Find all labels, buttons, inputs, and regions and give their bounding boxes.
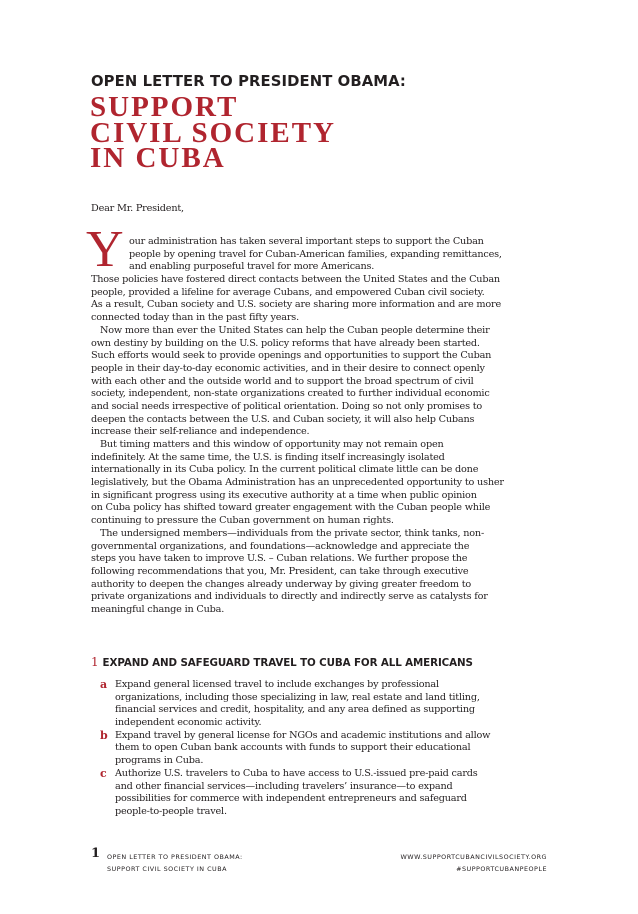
- drop-cap: Y: [86, 221, 124, 278]
- body-line: deepen the contacts between the U.S. and Cuban society, it will also help Cubans: [91, 413, 475, 425]
- body-line: governmental organizations, and foundations—acknowledge and appreciate the: [91, 540, 470, 552]
- item-letter: c: [100, 766, 107, 780]
- item-letter: a: [100, 678, 107, 691]
- item-line: them to open Cuban bank accounts with funds to support their educational: [115, 742, 471, 754]
- body-line: and enabling purposeful travel for more Americans.: [129, 261, 375, 273]
- item-line: independent economic activity.: [115, 717, 262, 729]
- page-number: 1: [91, 846, 101, 861]
- body-line: on Cuba policy has shifted toward greater engagement with the Cuban people while: [91, 502, 491, 514]
- item-line: and other financial services—including travelers’ insurance—to expand: [115, 780, 453, 792]
- body-line: meaningful change in Cuba.: [91, 603, 225, 615]
- recommendation-item: [100, 679, 510, 730]
- section-number: 1: [91, 655, 99, 669]
- section-heading: [91, 655, 473, 669]
- item-line: possibilities for commerce with independent entrepreneurs and safeguard: [115, 793, 467, 805]
- recommendation-list: [100, 679, 510, 819]
- recommendation-item: [100, 730, 510, 768]
- item-line: programs in Cuba.: [115, 755, 204, 767]
- body-line: authority to deepen the changes already underway by giving greater freedom to: [91, 578, 472, 590]
- item-line: financial services and credit, hospitality, and any area defined as supporting: [115, 704, 475, 716]
- body-line: continuing to pressure the Cuban government on human rights.: [91, 515, 394, 527]
- item-line: Expand travel by general license for NGOs and academic institutions and allow: [115, 729, 491, 741]
- body-line: and social needs irrespective of political orientation. Doing so not only promises to: [91, 400, 483, 412]
- hashtag: #SUPPORTCUBANPEOPLE: [456, 865, 547, 873]
- body-line: The undersigned members—individuals from the private sector, think tanks, non-: [100, 527, 485, 539]
- item-letter: b: [100, 728, 108, 742]
- body-line: As a result, Cuban society and U.S. society are sharing more information and are more: [91, 299, 501, 311]
- item-line: Expand general licensed travel to include exchanges by professional: [115, 679, 439, 690]
- footer-left-line: SUPPORT CIVIL SOCIETY IN CUBA: [107, 865, 227, 873]
- body-line: steps you have taken to improve U.S. – Cuban relations. We further propose the: [91, 553, 468, 565]
- letter-body: [91, 236, 511, 617]
- body-line: indefinitely. At the same time, the U.S. is finding itself increasingly isolated: [91, 451, 445, 463]
- body-line: private organizations and individuals to directly and indirectly serve as catalysts for: [91, 591, 488, 603]
- body-line: Those policies have fostered direct contacts between the United States and the Cuban: [91, 274, 500, 286]
- body-line: following recommendations that you, Mr. President, can take through executive: [91, 565, 469, 577]
- footer-right: [400, 851, 547, 875]
- body-line: connected today than in the past fifty years.: [91, 312, 299, 324]
- letter-headline: [90, 91, 336, 174]
- body-line: own destiny by building on the U.S. policy reforms that have already been started.: [91, 337, 480, 349]
- body-line: society, independent, non-state organizations created to further individual economic: [91, 388, 490, 400]
- headline-line: CIVIL SOCIETY: [90, 116, 336, 149]
- body-line: people, provided a lifeline for average Cubans, and empowered Cuban civil society.: [91, 286, 485, 298]
- item-line: organizations, including those specializing in law, real estate and land titling,: [115, 691, 480, 703]
- body-line: Such efforts would seek to provide openings and opportunities to support the Cuban: [91, 350, 492, 362]
- salutation: Dear Mr. President,: [91, 203, 184, 214]
- recommendation-item: [100, 768, 510, 819]
- headline-line: IN CUBA: [90, 142, 226, 174]
- body-line: people by opening travel for Cuban-American families, expanding remittances,: [129, 248, 502, 260]
- headline-line: SUPPORT: [90, 91, 239, 123]
- body-line: legislatively, but the Obama Administration has an unprecedented opportunity to usher: [91, 477, 504, 489]
- body-line: increase their self-reliance and independence.: [91, 426, 310, 438]
- item-line: Authorize U.S. travelers to Cuba to have access to U.S.-issued pre-paid cards: [115, 767, 478, 779]
- letter-kicker: OPEN LETTER TO PRESIDENT OBAMA:: [91, 73, 406, 90]
- body-line: our administration has taken several important steps to support the Cuban: [129, 236, 484, 247]
- body-line: with each other and the outside world and to support the broad spectrum of civil: [91, 375, 474, 387]
- footer-left: [91, 846, 243, 875]
- footer-left-line: OPEN LETTER TO PRESIDENT OBAMA:: [107, 853, 243, 861]
- item-line: people-to-people travel.: [115, 805, 227, 817]
- website-link[interactable]: WWW.SUPPORTCUBANCIVILSOCIETY.ORG: [400, 853, 547, 861]
- body-line: in significant progress using its executive authority at a time when public opinion: [91, 489, 477, 501]
- body-line: internationally in its Cuba policy. In the current political climate little can be done: [91, 464, 479, 476]
- body-line: But timing matters and this window of opportunity may not remain open: [100, 439, 444, 450]
- body-line: Now more than ever the United States can help the Cuban people determine their: [100, 324, 490, 336]
- section-title: EXPAND AND SAFEGUARD TRAVEL TO CUBA FOR ALL AMERICANS: [102, 657, 473, 669]
- body-line: people in their day-to-day economic activities, and in their desire to connect openly: [91, 362, 485, 374]
